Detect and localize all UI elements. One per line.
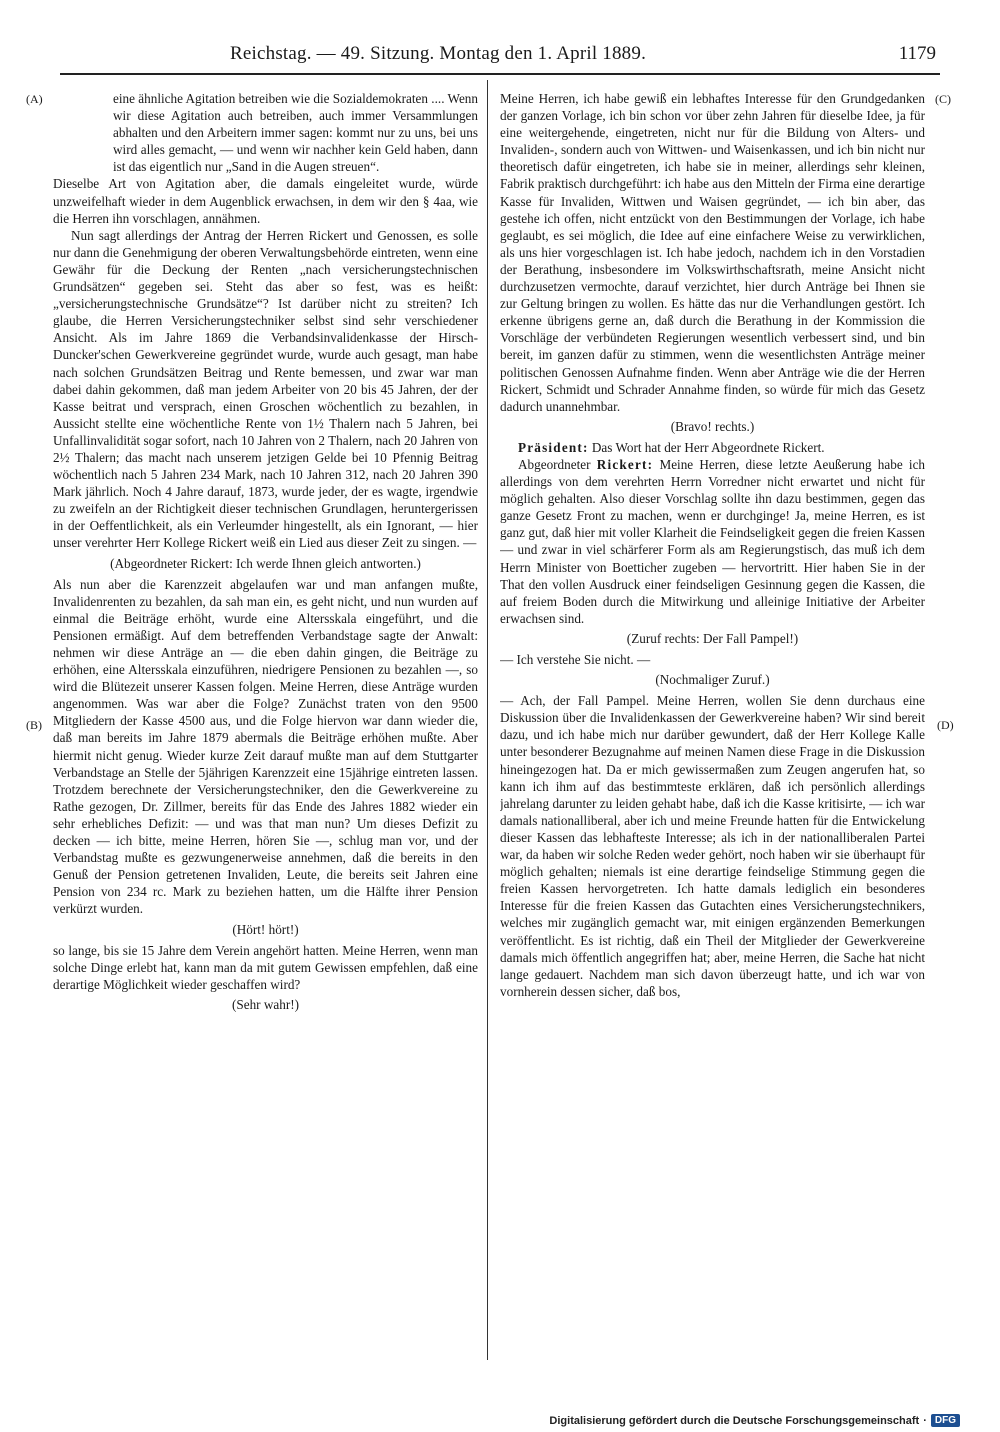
page-number: 1179 — [898, 43, 936, 64]
interjection: (Zuruf rechts: Der Fall Pampel!) — [626, 630, 799, 646]
interjection: (Hört! hört!) — [232, 921, 299, 937]
paragraph: Als nun aber die Karenzzeit abgelaufen war und man anfangen mußte, Invalidenrenten zu bezahlen, da sah man ein, es geht nicht, und nun wurden auf einmal die Beiträge erhöht, wurde eine Altersskala eingeführt, und die Pensionen ermäßigt. Auf dem betreffenden Verbandstage sagte der Anwalt: nehmen wir diese Anträge an — die eben dahin gingen, die Beiträge zu erhöhen, eine Altersskala einzuführen, niedrigere Pensionen zu bezahlen —, so wird die Blütezeit unserer Kassen folgen. Meine Herren, diese Anträge wurden angenommen. Was war aber die Folge? Zunächst traten von den 9500 Mitgliedern der Kasse 4500 aus, und die Folge hiervon war dann wieder die, daß man bereits im Jahre 1879 abermals die Beiträge erhöhen mußte. Aber hiermit nicht genug. Wieder kurze Zeit darauf mußte man auf dem Stuttgarter Verbandstage an Stelle der 5jährigen Karenzzeit eine 15jährige eintreten lassen. Trotzdem berechnete der Versicherungstechniker, den die Gewerkvereine zu Rathe gezogen, Dr. Zillmer, bereits für das Ende des Jahres 1882 wieder ein sehr erhebliches Defizit: — und was that man nun? Um dieses Defizit zu decken — ich bitte, meine Herren, hören Sie —, schlug man vor, und der Verbandstag mußte es gezwungenerweise annehmen, daß die bereits in den Genuß der Pension getretenen Invaliden, Leute, die bereits seit Jahren eine Pension von 234 rc. Mark zu beziehen hatten, um die Hälfte ihrer Pension verkürzt wurden. — [53, 576, 478, 917]
interjection: (Bravo! rechts.) — [670, 418, 755, 434]
paragraph: — Ach, der Fall Pampel. Meine Herren, wollen Sie denn durchaus eine Diskussion über die Invalidenkassen der Gewerkvereine haben? Wir sind bereit dazu, und ich habe mich nur darüber gewundert, daß der Herr Kollege Kalle unter besonderer Bezugnahme auf meinen Namen diese Frage in die Diskussion hineingezogen hat. Da er mich gewissermaßen zum Zeugen angerufen hat, so kann ich ihm auf das bestimmteste erklären, daß ich persönlich allerdings jahrelang darunter zu leiden gehabt habe, daß ich die Kasse kritisirte, — ich war damals nationalliberal, aber ich und meine Freunde hatten für die Entwickelung dieser Kassen das lebhafteste Interesse; als ich in der nationalliberalen Partei war, da haben wir solche Reden weder gehört, noch haben wir sie überhaupt für möglich gehalten; niemals ist eine derartige feindselige Stimmung gegen die freien Kassen hervorgetreten. Ich hatte damals lediglich ein besonderes Interesse für die freien Kassen das Gutachten eines Versicherungstechnikers, welches mir zugänglich gemacht war, mit einigen ergänzenden Bemerkungen veröffentlicht. Es ist richtig, daß ein Theil der Mitglieder der Gewerkvereine damals mich öffentlich angegriffen hat; aber, meine Herren, die Sache hat nicht lange gedauert. Nachdem man sich davon überzeugt hatte, und ich war von vornherein dessen sicher, daß bos, — [500, 693, 925, 999]
quotation-paragraph: eine ähnliche Agitation betreiben wie die Sozialdemokraten .... Wenn wir diese Agitation auch betreiben, auch immer Versammlungen abhalten und den Arbeitern immer sagen: kommt nur zu uns, bei uns wird alles gemacht, — und wenn wir nachher kein Geld haben, dann ist das eigentlich nur „Sand in die Augen streuen“. — [113, 91, 478, 175]
margin-mark-c: (C) — [935, 92, 951, 106]
right-column — [500, 90, 925, 1358]
paragraph: Dieselbe Art von Agitation aber, die damals eingeleitet wurde, würde unzweifelhaft wieder in dem Augenblick erwachsen, in dem wir den § 4aa, wie die Herren ihn vorschlagen, annähmen. — [53, 176, 478, 226]
paragraph: so lange, bis sie 15 Jahre dem Verein angehört hatten. Meine Herren, wenn man solche Dinge erlebt hat, kann man da mit gutem Gewissen empfehlen, daß eine derartige Möglichkeit wieder geschaffen wird? — [53, 942, 478, 992]
speaker-paragraph — [500, 439, 925, 456]
speaker-paragraph — [500, 456, 925, 627]
page-title: Reichstag. — 49. Sitzung. Montag den 1. April 1889. — [230, 43, 647, 64]
column-divider — [487, 80, 488, 1360]
paragraph: — Ich verstehe Sie nicht. — — [500, 652, 651, 667]
margin-mark-a: (A) — [26, 92, 43, 106]
margin-mark-b: (B) — [26, 718, 42, 732]
interjection: (Abgeordneter Rickert: Ich werde Ihnen gleich antworten.) — [110, 555, 421, 571]
speech-text: Meine Herren, diese letzte Aeußerung habe ich allerdings von dem verehrten Herrn Vorredner nicht erwartet und nicht für möglich gehalten. Also dieser Vorschlag sollte ihn dazu bestimmen, gegen das ganze Gesetz Front zu machen, wenn er durchginge! Ja, meine Herren, es ist ganz gut, daß hier mit voller Klarheit die Feindseligkeit gegen die freien Kassen — und zwar in viel schärferer Form als am Regierungstisch, das muß ich dem Herrn Minister von Boetticher zugeben — hervortritt. Hier haben Sie in der That den vollen Ausdruck einer feindseligen Gesinnung gegen die Kassen, die auf freiem Boden durch die Mitwirkung und alleinige Initiative der Arbeiter erwachsen sind. — [500, 456, 925, 626]
dfg-logo: DFG — [931, 1414, 960, 1427]
paragraph: Nun sagt allerdings der Antrag der Herren Rickert und Genossen, es solle nur dann die Genehmigung der oberen Verwaltungsbehörde eintreten, wenn eine Gewähr für die Deckung der Renten „nach versicherungstechnischen Grundsätzen“ gegeben sei. Steht das aber so fest, was es heißt: „versicherungstechnische Grundsätze“? Ist darüber nicht zu streiten? Ich glaube, die Herren Versicherungstechniker selbst sind sehr verschiedener Ansicht. Als im Jahre 1869 die Verbandsinvalidenkasse der Hirsch-Duncker'schen Gewerkvereine gegründet wurde, wurde auch gesagt, man habe nach solchen Grundsätzen Beitrag und Rente bemessen, und zwar war man dabei dahin gekommen, daß man jedem Arbeiter von 20 bis 45 Jahren, der der Kasse beitrat und versprach, einen Groschen wöchentlich zu bezahlen, in Aussicht stellte eine wöchentliche Rente von 1½ Thalern nach 5 Jahren, bei Unfallinvalidität sogar sofort, nach 10 Jahren von 2 Thalern, nach 20 Jahren von 2½ Thalern; das macht nach unserem jetzigen Gelde bei 10 Pfennig Beitrag wöchentlich nach 5 Jahren 234 Mark, nach 10 Jahren 312, nach 20 Jahren 390 Mark jährlich. Noch 4 Jahre darauf, 1873, wurde jeder, der es wagte, irgendwie zu zweifeln an der Richtigkeit dieser technischen Grundlagen, heruntergerissen in der Oeffentlichkeit, als ein Verleumder hingestellt, als ein Ignorant, — hier unser verehrter Herr Kollege Rickert weiß ein Lied aus dieser Zeit zu singen. — — [53, 227, 478, 551]
paragraph: Meine Herren, ich habe gewiß ein lebhaftes Interesse für den Grundgedanken der ganzen Vorlage, ich bin schon vor über zehn Jahren für dieselbe Idee, ja für eine weitergehende, eingetreten, nicht nur für die Bildung von Alters- und Invaliden-, sondern auch von Wittwen- und Waisenkassen, und ich bin nicht nur theoretisch dafür eingetreten, ich habe sie in meiner, allerdings sehr kleinen, Fabrik praktisch durchgeführt: ich habe aus den Mitteln der Firma eine derartige Kasse für Invaliden, Wittwen und Waisen gegründet, — ich bin aber, das gestehe ich offen, nicht entzückt von den Bestimmungen der Vorlage, ich habe geglaubt, es sei möglich, die Idee auf eine einfachere Weise zu verwirklichen, als uns hier vorgeschlagen ist. Ich habe jedoch, nachdem ich in den Vorstadien der Berathung, insbesondere im Volkswirthschaftsrath, meine Ansicht nicht durchzusetzen vermochte, darauf verzichtet, hier durch Anträge bei Ihnen sie zur Geltung bringen zu wollen. Es hätte das nur die Verhandlungen gestört. Ich erkenne übrigens gerne an, daß durch die Berathung in der Kommission die Vorschläge der verbündeten Regierungen wesentlich verbessert sind, und bin bereit, im ganzen dafür zu stimmen, wenn die wesentlichsten Anträge meiner politischen Genossen Aufnahme finden. Wenn aber Anträge wie die der Herren Rickert, Schmidt und Schrader Annahme finden, so würde für mich das Gesetz dadurch unannehmbar. — [500, 91, 925, 414]
speaker-name: Präsident: — [518, 439, 589, 455]
speaker-prefix: Abgeordneter — [518, 456, 591, 472]
speech-text: Das Wort hat der Herr Abgeordnete Rickert. — [591, 439, 825, 455]
interjection: (Nochmaliger Zuruf.) — [655, 672, 770, 688]
margin-mark-d: (D) — [937, 718, 954, 732]
left-column — [53, 90, 478, 1358]
speaker-name: Rickert: — [596, 456, 654, 472]
interjection: (Sehr wahr!) — [231, 996, 299, 1012]
footer-credit: Digitalisierung gefördert durch die Deutsche Forschungsgemeinschaft — [549, 1414, 920, 1427]
page-header — [60, 43, 940, 75]
footer: Digitalisierung gefördert durch die Deutsche Forschungsgemeinschaft · DFG — [549, 1414, 960, 1427]
